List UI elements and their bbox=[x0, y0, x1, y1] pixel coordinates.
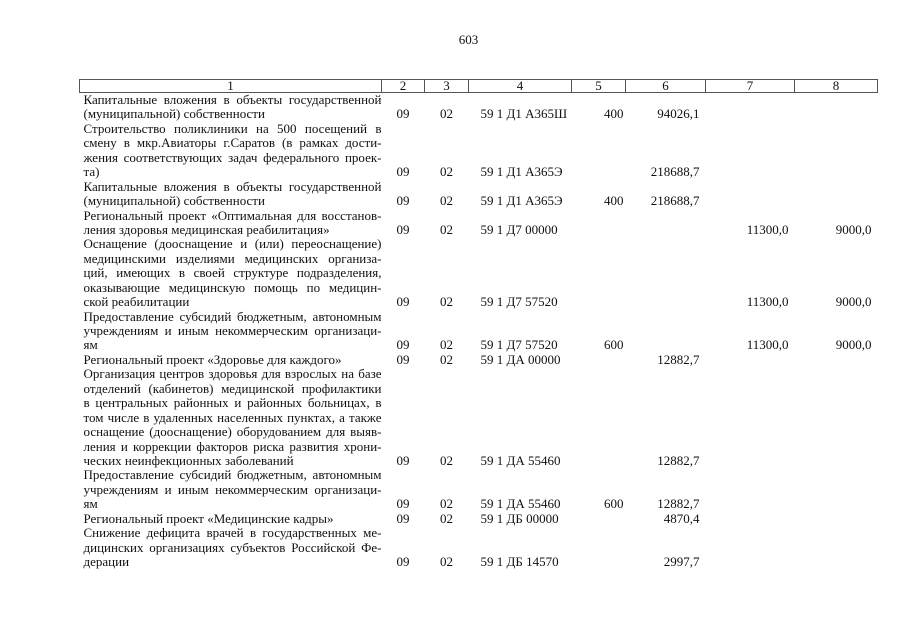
description-line: Капитальные вложения в объекты государственной bbox=[83, 178, 382, 194]
section-code: 09 bbox=[396, 164, 410, 180]
table-row bbox=[80, 367, 878, 468]
section-code: 09 bbox=[396, 294, 410, 310]
expense-type-code bbox=[572, 209, 626, 238]
column-header-1: 1 bbox=[80, 80, 382, 93]
description-line: та) bbox=[83, 164, 100, 180]
row-description bbox=[80, 512, 382, 526]
amount-col8 bbox=[795, 93, 878, 122]
section-code: 09 bbox=[396, 351, 410, 367]
row-description bbox=[80, 180, 382, 209]
expense-type-code bbox=[572, 237, 626, 309]
table-row bbox=[80, 353, 878, 367]
table-row bbox=[80, 237, 878, 309]
description-line: дицинских организациях субъектов Российской Фе- bbox=[83, 539, 382, 555]
description-line: (муниципальной) собственности bbox=[83, 193, 265, 209]
expense-type-code bbox=[572, 367, 626, 468]
amount-col8 bbox=[795, 367, 878, 468]
row-description bbox=[80, 310, 382, 353]
description-line: смену в мкр.Авиаторы г.Саратов (в рамках дости- bbox=[83, 135, 382, 151]
target-article-code: 59 1 Д7 00000 bbox=[480, 221, 558, 237]
column-header-7: 7 bbox=[706, 80, 795, 93]
row-description bbox=[80, 468, 382, 511]
amount-col8: 9000,0 bbox=[835, 221, 872, 237]
description-line: ской реабилитации bbox=[83, 294, 190, 310]
target-article-code: 59 1 Д7 57520 bbox=[480, 337, 558, 353]
amount-col6: 4870,4 bbox=[663, 510, 700, 526]
expense-type-code bbox=[572, 122, 626, 180]
amount-col7 bbox=[706, 367, 795, 468]
subsection-code: 02 bbox=[440, 193, 453, 209]
subsection-code: 02 bbox=[440, 452, 453, 468]
description-line: отделений (кабинетов) медицинской профилактики bbox=[83, 380, 382, 396]
subsection-code: 02 bbox=[440, 221, 453, 237]
budget-table bbox=[79, 79, 878, 569]
amount-col8 bbox=[795, 122, 878, 180]
target-article-code: 59 1 ДБ 00000 bbox=[480, 510, 559, 526]
description-line: жения соответствующих задач федерального проек- bbox=[83, 149, 382, 165]
table-row bbox=[80, 180, 878, 209]
amount-col6: 12882,7 bbox=[657, 496, 700, 512]
column-header-2: 2 bbox=[382, 80, 425, 93]
subsection-code: 02 bbox=[440, 337, 453, 353]
description-line: Предоставление субсидий бюджетным, автономным bbox=[83, 467, 382, 483]
expense-type-code bbox=[572, 353, 626, 367]
table-row bbox=[80, 526, 878, 569]
amount-col7 bbox=[706, 93, 795, 122]
description-line: (муниципальной) собственности bbox=[83, 106, 265, 122]
amount-col6: 218688,7 bbox=[650, 193, 700, 209]
subsection-code: 02 bbox=[440, 351, 453, 367]
amount-col6: 218688,7 bbox=[650, 164, 700, 180]
amount-col8 bbox=[795, 526, 878, 569]
description-line: том числе в удаленных населенных пунктах, а также bbox=[83, 409, 382, 425]
row-description bbox=[80, 93, 382, 122]
amount-col8 bbox=[795, 468, 878, 511]
column-header-4: 4 bbox=[469, 80, 572, 93]
column-header-3: 3 bbox=[425, 80, 469, 93]
description-line: ям bbox=[83, 337, 98, 353]
expense-type-code: 600 bbox=[604, 496, 624, 512]
description-line: Организация центров здоровья для взрослых на базе bbox=[83, 366, 382, 382]
section-code: 09 bbox=[396, 221, 410, 237]
expense-type-code: 400 bbox=[604, 106, 624, 122]
amount-col7: 11300,0 bbox=[746, 294, 789, 310]
row-description bbox=[80, 526, 382, 569]
amount-col8: 9000,0 bbox=[835, 294, 872, 310]
subsection-code: 02 bbox=[440, 496, 453, 512]
subsection-code: 02 bbox=[440, 106, 453, 122]
description-line: Предоставление субсидий бюджетным, автономным bbox=[83, 308, 382, 324]
section-code: 09 bbox=[396, 106, 410, 122]
description-line: оказывающие медицинскую помощь по медицин- bbox=[83, 279, 382, 295]
description-line: учреждениям и иным некоммерческим организаци- bbox=[83, 481, 382, 497]
description-line: Строительство поликлиники на 500 посещений в bbox=[83, 120, 382, 136]
subsection-code: 02 bbox=[440, 510, 453, 526]
target-article-code: 59 1 Д7 57520 bbox=[480, 294, 558, 310]
amount-col6: 12882,7 bbox=[657, 351, 700, 367]
row-description bbox=[80, 209, 382, 238]
table-row bbox=[80, 310, 878, 353]
amount-col7 bbox=[706, 180, 795, 209]
description-line: Региональный проект «Здоровье для каждого» bbox=[83, 351, 342, 367]
amount-col7 bbox=[706, 353, 795, 367]
expense-type-code: 600 bbox=[604, 337, 624, 353]
section-code: 09 bbox=[396, 452, 410, 468]
table-row bbox=[80, 468, 878, 511]
amount-col8 bbox=[795, 512, 878, 526]
description-line: ления здоровья медицинская реабилитация» bbox=[83, 221, 330, 237]
amount-col8: 9000,0 bbox=[835, 337, 872, 353]
description-line: Снижение дефицита врачей в государственных ме- bbox=[83, 525, 382, 541]
description-line: в центральных районных и районных больницах, в bbox=[83, 395, 382, 411]
description-line: медицинскими изделиями медицинских организа- bbox=[83, 250, 382, 266]
amount-col7 bbox=[706, 468, 795, 511]
target-article-code: 59 1 Д1 А365Ш bbox=[480, 106, 568, 122]
description-line: учреждениям и иным некоммерческим организаци- bbox=[83, 323, 382, 338]
section-code: 09 bbox=[396, 554, 410, 569]
column-header-6: 6 bbox=[626, 80, 706, 93]
table-header-row bbox=[80, 80, 878, 93]
expense-type-code bbox=[572, 526, 626, 569]
amount-col6 bbox=[626, 310, 706, 353]
section-code: 09 bbox=[396, 510, 410, 526]
section-code: 09 bbox=[396, 337, 410, 353]
table-row bbox=[80, 122, 878, 180]
section-code: 09 bbox=[396, 496, 410, 512]
amount-col6: 94026,1 bbox=[657, 106, 700, 122]
description-line: ям bbox=[83, 496, 98, 512]
row-description bbox=[80, 122, 382, 180]
description-line: оснащение (дооснащение) оборудованием для выяв- bbox=[83, 424, 382, 440]
table-row bbox=[80, 512, 878, 526]
section-code: 09 bbox=[396, 193, 410, 209]
target-article-code: 59 1 Д1 А365Э bbox=[480, 164, 563, 180]
description-line: ций, имеющих в своей структуре подразделения, bbox=[83, 265, 382, 281]
amount-col6: 2997,7 bbox=[663, 554, 700, 569]
column-header-5: 5 bbox=[572, 80, 626, 93]
amount-col6: 12882,7 bbox=[657, 452, 700, 468]
column-header-8: 8 bbox=[795, 80, 878, 93]
target-article-code: 59 1 ДА 55460 bbox=[480, 496, 561, 512]
amount-col7 bbox=[706, 122, 795, 180]
amount-col7 bbox=[706, 512, 795, 526]
target-article-code: 59 1 Д1 А365Э bbox=[480, 193, 563, 209]
amount-col7: 11300,0 bbox=[746, 221, 789, 237]
subsection-code: 02 bbox=[440, 554, 453, 569]
target-article-code: 59 1 ДБ 14570 bbox=[480, 554, 559, 569]
description-line: Региональный проект «Медицинские кадры» bbox=[83, 510, 334, 526]
subsection-code: 02 bbox=[440, 294, 453, 310]
table-row bbox=[80, 209, 878, 238]
amount-col6 bbox=[626, 209, 706, 238]
description-line: ческих неинфекционных заболеваний bbox=[83, 452, 294, 468]
expense-type-code bbox=[572, 512, 626, 526]
target-article-code: 59 1 ДА 55460 bbox=[480, 452, 561, 468]
expense-type-code: 400 bbox=[604, 193, 624, 209]
subsection-code: 02 bbox=[440, 164, 453, 180]
amount-col8 bbox=[795, 353, 878, 367]
amount-col8 bbox=[795, 180, 878, 209]
description-line: Региональный проект «Оптимальная для восстанов- bbox=[83, 207, 382, 223]
description-line: ления и коррекции факторов риска развития хрони- bbox=[83, 438, 382, 454]
row-description bbox=[80, 237, 382, 309]
target-article-code: 59 1 ДА 00000 bbox=[480, 351, 561, 367]
page-number: 603 bbox=[458, 32, 479, 47]
row-description bbox=[80, 367, 382, 468]
table-row bbox=[80, 93, 878, 122]
row-description bbox=[80, 353, 382, 367]
amount-col7 bbox=[706, 526, 795, 569]
description-line: дерации bbox=[83, 554, 130, 569]
amount-col7: 11300,0 bbox=[746, 337, 789, 353]
description-line: Капитальные вложения в объекты государственной bbox=[83, 92, 382, 107]
description-line: Оснащение (дооснащение и (или) переоснащение) bbox=[83, 236, 382, 252]
amount-col6 bbox=[626, 237, 706, 309]
